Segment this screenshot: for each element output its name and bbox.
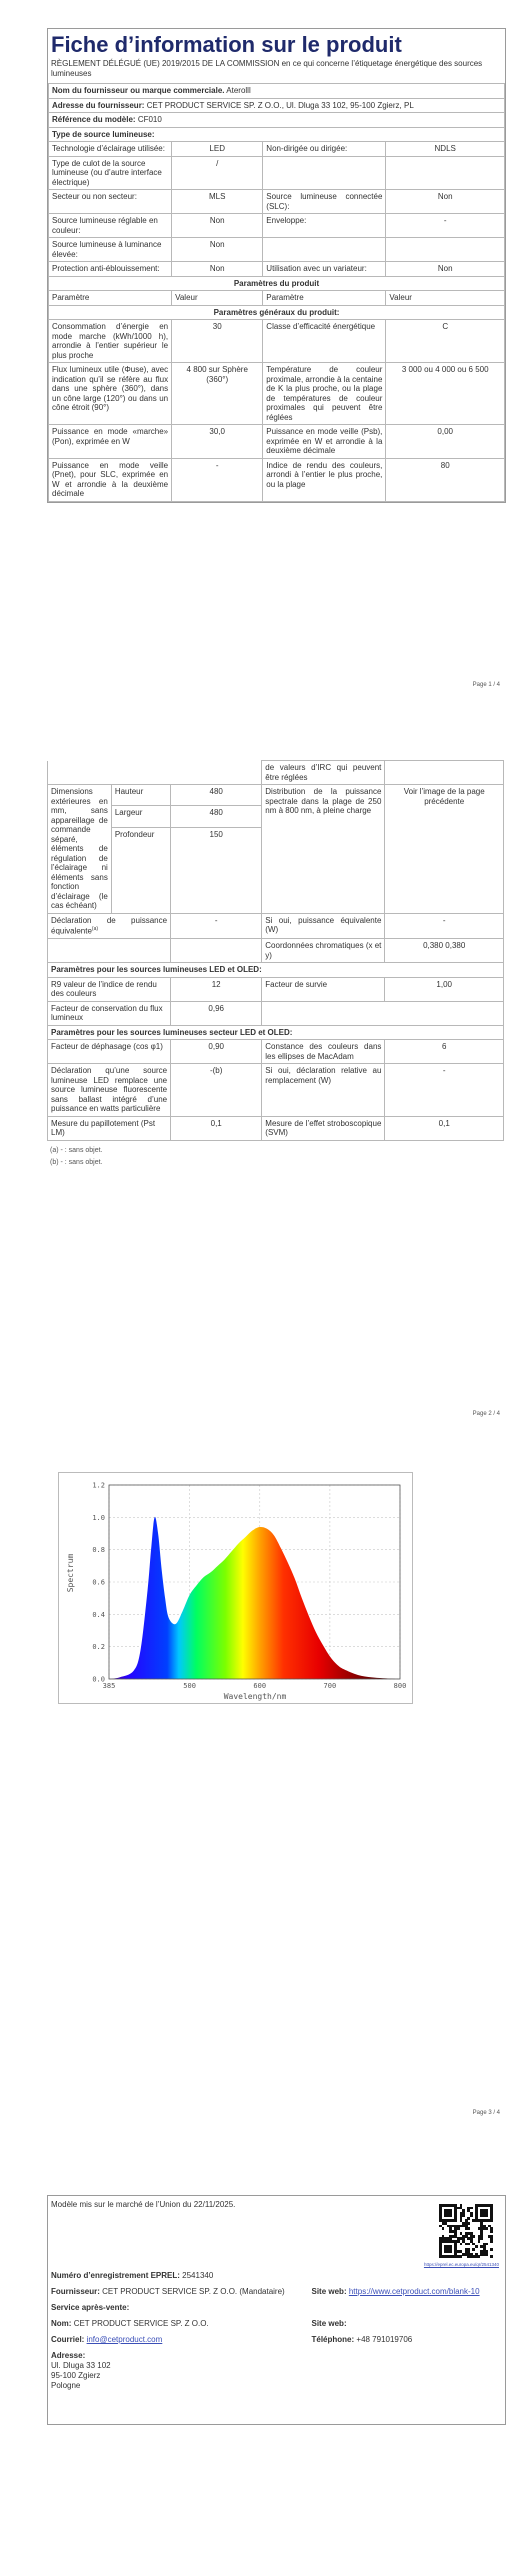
eprel-label: Numéro d’enregistrement EPREL:	[51, 2271, 180, 2280]
col-value: Valeur	[172, 291, 263, 306]
address-line: Ul. Dluga 33 102	[51, 2361, 111, 2370]
mains-label: Secteur ou non secteur:	[49, 190, 172, 214]
model-label: Référence du modèle:	[52, 115, 136, 124]
qr-module	[485, 2227, 488, 2230]
service-header: Service après-vente:	[51, 2303, 130, 2312]
pnet-label: Puissance en mode veille (Pnet), pour SLC, exprimée en W et arrondie à la deuxième décimale	[49, 458, 172, 501]
name-cell	[48, 2316, 308, 2332]
depth-label: Profondeur	[111, 827, 170, 913]
supplier-label: Nom du fournisseur ou marque commerciale.	[52, 86, 225, 95]
qr-module	[460, 2243, 463, 2246]
empty-cell	[171, 939, 262, 963]
eqpow-label	[48, 913, 171, 939]
survival-label: Facteur de survie	[262, 977, 385, 1001]
address-label: Adresse:	[51, 2351, 86, 2360]
empty-cell	[263, 156, 386, 190]
page-number: Page 2 / 4	[472, 1411, 500, 1417]
x-tick-label: 500	[183, 1682, 196, 1690]
envelope-label: Enveloppe:	[263, 214, 386, 238]
qr-module	[472, 2235, 475, 2238]
qr-module	[467, 2243, 470, 2246]
nondir-value: NDLS	[386, 142, 505, 157]
cap-value: /	[172, 156, 263, 190]
footnote-ref: (a)	[91, 926, 99, 932]
site-link[interactable]: https://www.cetproduct.com/blank-10	[348, 2287, 480, 2296]
qr-module	[485, 2214, 488, 2217]
qr-module	[454, 2219, 457, 2222]
site-cell	[308, 2284, 505, 2300]
regulation-text: RÈGLEMENT DÉLÉGUÉ (UE) 2019/2015 DE LA COMMISSION en ce qui concerne l’étiquetage énergétique des sources lumineuses	[51, 59, 483, 78]
page-1	[47, 28, 506, 503]
empty-cell	[48, 761, 262, 785]
glare-label: Protection anti-éblouissement:	[49, 262, 172, 277]
led-mains-header: Paramètres pour les sources lumineuses secteur LED et OLED:	[48, 1025, 504, 1040]
class-value: C	[386, 320, 505, 363]
empty-cell	[386, 238, 505, 262]
qr-module	[449, 2250, 452, 2253]
product-info-table	[48, 83, 505, 502]
general-header: Paramètres généraux du produit:	[49, 305, 505, 320]
pon-label: Puissance en mode «marche» (Pon), exprimée en W	[49, 425, 172, 459]
x-axis-label: Wavelength/nm	[223, 1692, 287, 1701]
params-header: Paramètres du produit	[49, 276, 505, 291]
spd-label: Distribution de la puissance spectrale dans la plage de 250 nm à 800 nm, à pleine charge	[262, 785, 385, 914]
qr-code	[439, 2204, 493, 2258]
lumen-maintenance-value: 0,96	[171, 1001, 262, 1025]
eqw-value: -	[385, 913, 504, 939]
qr-module	[470, 2207, 473, 2210]
empty-cell	[263, 238, 386, 262]
site2-label: Site web:	[311, 2319, 347, 2328]
qr-module	[475, 2245, 478, 2248]
qr-module	[480, 2237, 483, 2240]
contact-table	[48, 2268, 505, 2394]
qr-module	[457, 2227, 460, 2230]
cos-value: 0,90	[171, 1040, 262, 1064]
flux-value: 4 800 sur Sphère (360°)	[172, 363, 263, 425]
spectrum-chart	[59, 1473, 412, 1703]
highlum-value: Non	[172, 238, 263, 262]
empty-cell	[386, 156, 505, 190]
x-tick-label: 600	[253, 1682, 267, 1690]
dimmer-value: Non	[386, 262, 505, 277]
qr-module	[470, 2214, 473, 2217]
replacement-label: Déclaration qu’une source lumineuse LED remplace une source lumineuse fluorescente sans ballast intégré d’une puissance en watts particulière	[48, 1064, 171, 1117]
cri-value: 80	[386, 458, 505, 501]
led-header: Paramètres pour les sources lumineuses LED et OLED:	[48, 963, 504, 978]
consumption-value: 30	[172, 320, 263, 363]
product-info-table-continued	[47, 760, 504, 1141]
qr-module	[478, 2255, 481, 2258]
supplier-cell	[48, 2284, 308, 2300]
survival-value: 1,00	[385, 977, 504, 1001]
flicker-value: 0,1	[171, 1116, 262, 1140]
name-value: CET PRODUCT SERVICE SP. Z O.O.	[73, 2319, 209, 2328]
supplier-value: Aterolll	[226, 86, 251, 95]
depth-value: 150	[171, 827, 262, 913]
svm-label: Mesure de l’effet stroboscopique (SVM)	[262, 1116, 385, 1140]
qr-module	[460, 2255, 463, 2258]
model-row	[49, 113, 505, 128]
spectrum-area	[109, 1517, 400, 1679]
pnet-value: -	[172, 458, 263, 501]
dims-label: Dimensions extérieures en mm, sans appareillage de commande séparé, éléments de régulation de l’éclairage ni éléments sans fonction d’éclairage (le cas échéant)	[48, 785, 112, 914]
pon-value: 30,0	[172, 425, 263, 459]
qr-module	[490, 2240, 493, 2243]
phone-cell	[308, 2332, 505, 2348]
connected-label: Source lumineuse connectée (SLC):	[263, 190, 386, 214]
page-number: Page 1 / 4	[472, 682, 500, 688]
address-row	[49, 98, 505, 113]
supplier-label: Fournisseur:	[51, 2287, 100, 2296]
model-value: CF010	[137, 115, 162, 124]
dimmer-label: Utilisation avec un variateur:	[263, 262, 386, 277]
supplier-row	[49, 84, 505, 99]
qr-module	[472, 2248, 475, 2251]
empty-cell	[262, 1001, 504, 1025]
mains-value: MLS	[172, 190, 263, 214]
height-label: Hauteur	[111, 785, 170, 806]
footnote-b: (b) - : sans objet.	[50, 1158, 103, 1166]
y-tick-label: 0.2	[92, 1643, 105, 1652]
x-tick-label: 800	[393, 1682, 407, 1690]
email-cell	[48, 2332, 308, 2348]
qr-module	[485, 2253, 488, 2256]
eprel-link[interactable]: https://eprel.ec.europa.eu/qr/2541340	[423, 2262, 499, 2267]
macadam-value: 6	[385, 1040, 504, 1064]
spectrum-chart-frame	[58, 1472, 413, 1704]
consumption-label: Consommation d’énergie en mode marche (kWh/1000 h), arrondie à l’entier supérieur le plus proche	[49, 320, 172, 363]
psb-label: Puissance en mode veille (Psb), exprimée en W et arrondie à la deuxième décimale	[263, 425, 386, 459]
y-tick-label: 0.6	[92, 1578, 105, 1587]
width-value: 480	[171, 806, 262, 827]
y-tick-label: 0.4	[92, 1610, 105, 1619]
macadam-label: Constance des couleurs dans les ellipses de MacAdam	[262, 1040, 385, 1064]
qr-module	[490, 2248, 493, 2251]
qr-module	[485, 2243, 488, 2246]
cap-label: Type de culot de la source lumineuse (ou d’autre interface électrique)	[49, 156, 172, 190]
y-tick-label: 0.8	[92, 1546, 105, 1555]
height-value: 480	[171, 785, 262, 806]
email-link[interactable]: info@cetproduct.com	[86, 2335, 163, 2344]
eqw-label: Si oui, puissance équivalente (W)	[262, 913, 385, 939]
col-param: Paramètre	[263, 291, 386, 306]
qr-module	[467, 2222, 470, 2225]
colour-label: Source lumineuse réglable en couleur:	[49, 214, 172, 238]
page-number: Page 3 / 4	[472, 2110, 500, 2116]
qr-module	[449, 2214, 452, 2217]
cri-label-continued: de valeurs d’IRC qui peuvent être réglées	[262, 761, 385, 785]
address-line: 95-100 Zgierz	[51, 2371, 101, 2380]
type-header: Type de source lumineuse:	[49, 127, 505, 142]
qr-module	[478, 2240, 481, 2243]
highlum-label: Source lumineuse à luminance élevée:	[49, 238, 172, 262]
cos-label: Facteur de déphasage (cos φ1)	[48, 1040, 171, 1064]
site-label: Site web:	[311, 2287, 347, 2296]
nondir-label: Non-dirigée ou dirigée:	[263, 142, 386, 157]
r9-value: 12	[171, 977, 262, 1001]
col-value: Valeur	[386, 291, 505, 306]
tech-value: LED	[172, 142, 263, 157]
page-2	[47, 760, 504, 1169]
address-label: Adresse du fournisseur:	[52, 100, 145, 110]
y-axis-label: Spectrum	[66, 1553, 75, 1593]
connected-value: Non	[386, 190, 505, 214]
cri-label: Indice de rendu des couleurs, arrondi à l’entier le plus proche, ou la plage	[263, 458, 386, 501]
y-tick-label: 1.0	[92, 1513, 105, 1522]
eqpow-label-text: Déclaration de puissance équivalente	[51, 915, 168, 936]
email-label: Courriel:	[51, 2335, 85, 2344]
eqpow-value: -	[171, 913, 262, 939]
qr-module	[467, 2227, 470, 2230]
empty-cell	[48, 939, 171, 963]
replacement-value: -(b)	[171, 1064, 262, 1117]
supplier-value: CET PRODUCT SERVICE SP. Z O.O. (Mandataire)	[102, 2287, 285, 2296]
lumen-maintenance-label: Facteur de conservation du flux lumineux	[48, 1001, 171, 1025]
flux-label: Flux lumineux utile (Φuse), avec indication qu’il se réfère au flux dans une sphère (360°), dans un cône large (120°) ou dans un cône étroit (90°)	[49, 363, 172, 425]
chroma-value: 0,380 0,380	[385, 939, 504, 963]
spd-value: Voir l’image de la page précédente	[385, 785, 504, 914]
qr-module	[490, 2219, 493, 2222]
name-label: Nom:	[51, 2319, 72, 2328]
market-text: Modèle mis sur le marché de l’Union du 22/11/2025.	[51, 2200, 236, 2209]
svm-value: 0,1	[385, 1116, 504, 1140]
class-label: Classe d’efficacité énergétique	[263, 320, 386, 363]
psb-value: 0,00	[386, 425, 505, 459]
eprel-row	[48, 2268, 505, 2284]
phone-label: Téléphone:	[311, 2335, 355, 2344]
col-param: Paramètre	[49, 291, 172, 306]
qr-module	[442, 2227, 445, 2230]
footnote-a: (a) - : sans objet.	[50, 1146, 103, 1154]
address-cell	[48, 2348, 505, 2394]
r9-label: R9 valeur de l’indice de rendu des couleurs	[48, 977, 171, 1001]
flicker-label: Mesure du papillotement (Pst LM)	[48, 1116, 171, 1140]
qr-module	[490, 2255, 493, 2258]
width-label: Largeur	[111, 806, 170, 827]
tech-label: Technologie d’éclairage utilisée:	[49, 142, 172, 157]
y-tick-label: 1.2	[92, 1481, 105, 1490]
glare-value: Non	[172, 262, 263, 277]
chroma-label: Coordonnées chromatiques (x et y)	[262, 939, 385, 963]
envelope-value: -	[386, 214, 505, 238]
qr-module	[462, 2214, 465, 2217]
page-4	[47, 2195, 506, 2425]
colour-value: Non	[172, 214, 263, 238]
y-tick-label: 0.0	[92, 1675, 105, 1684]
eprel-value: 2541340	[182, 2271, 214, 2280]
phone-value: +48 791019706	[356, 2335, 413, 2344]
replacement-w-value: -	[385, 1064, 504, 1117]
cct-label: Température de couleur proximale, arrondie à la centaine de K la plus proche, ou la plage de températures de couleur proximales qui peuvent être réglées	[263, 363, 386, 425]
cct-value: 3 000 ou 4 000 ou 6 500	[386, 363, 505, 425]
qr-module	[467, 2217, 470, 2220]
replacement-w-label: Si oui, déclaration relative au remplacement (W)	[262, 1064, 385, 1117]
x-tick-label: 700	[323, 1682, 337, 1690]
address-line: Pologne	[51, 2381, 81, 2390]
empty-cell	[385, 761, 504, 785]
address-value: CET PRODUCT SERVICE SP. Z O.O., Ul. Dluga 33 102, 95-100 Zgierz, PL	[146, 100, 414, 110]
x-tick-label: 385	[102, 1682, 116, 1690]
page-title: Fiche d’information sur le produit	[51, 32, 402, 57]
qr-module	[490, 2230, 493, 2233]
